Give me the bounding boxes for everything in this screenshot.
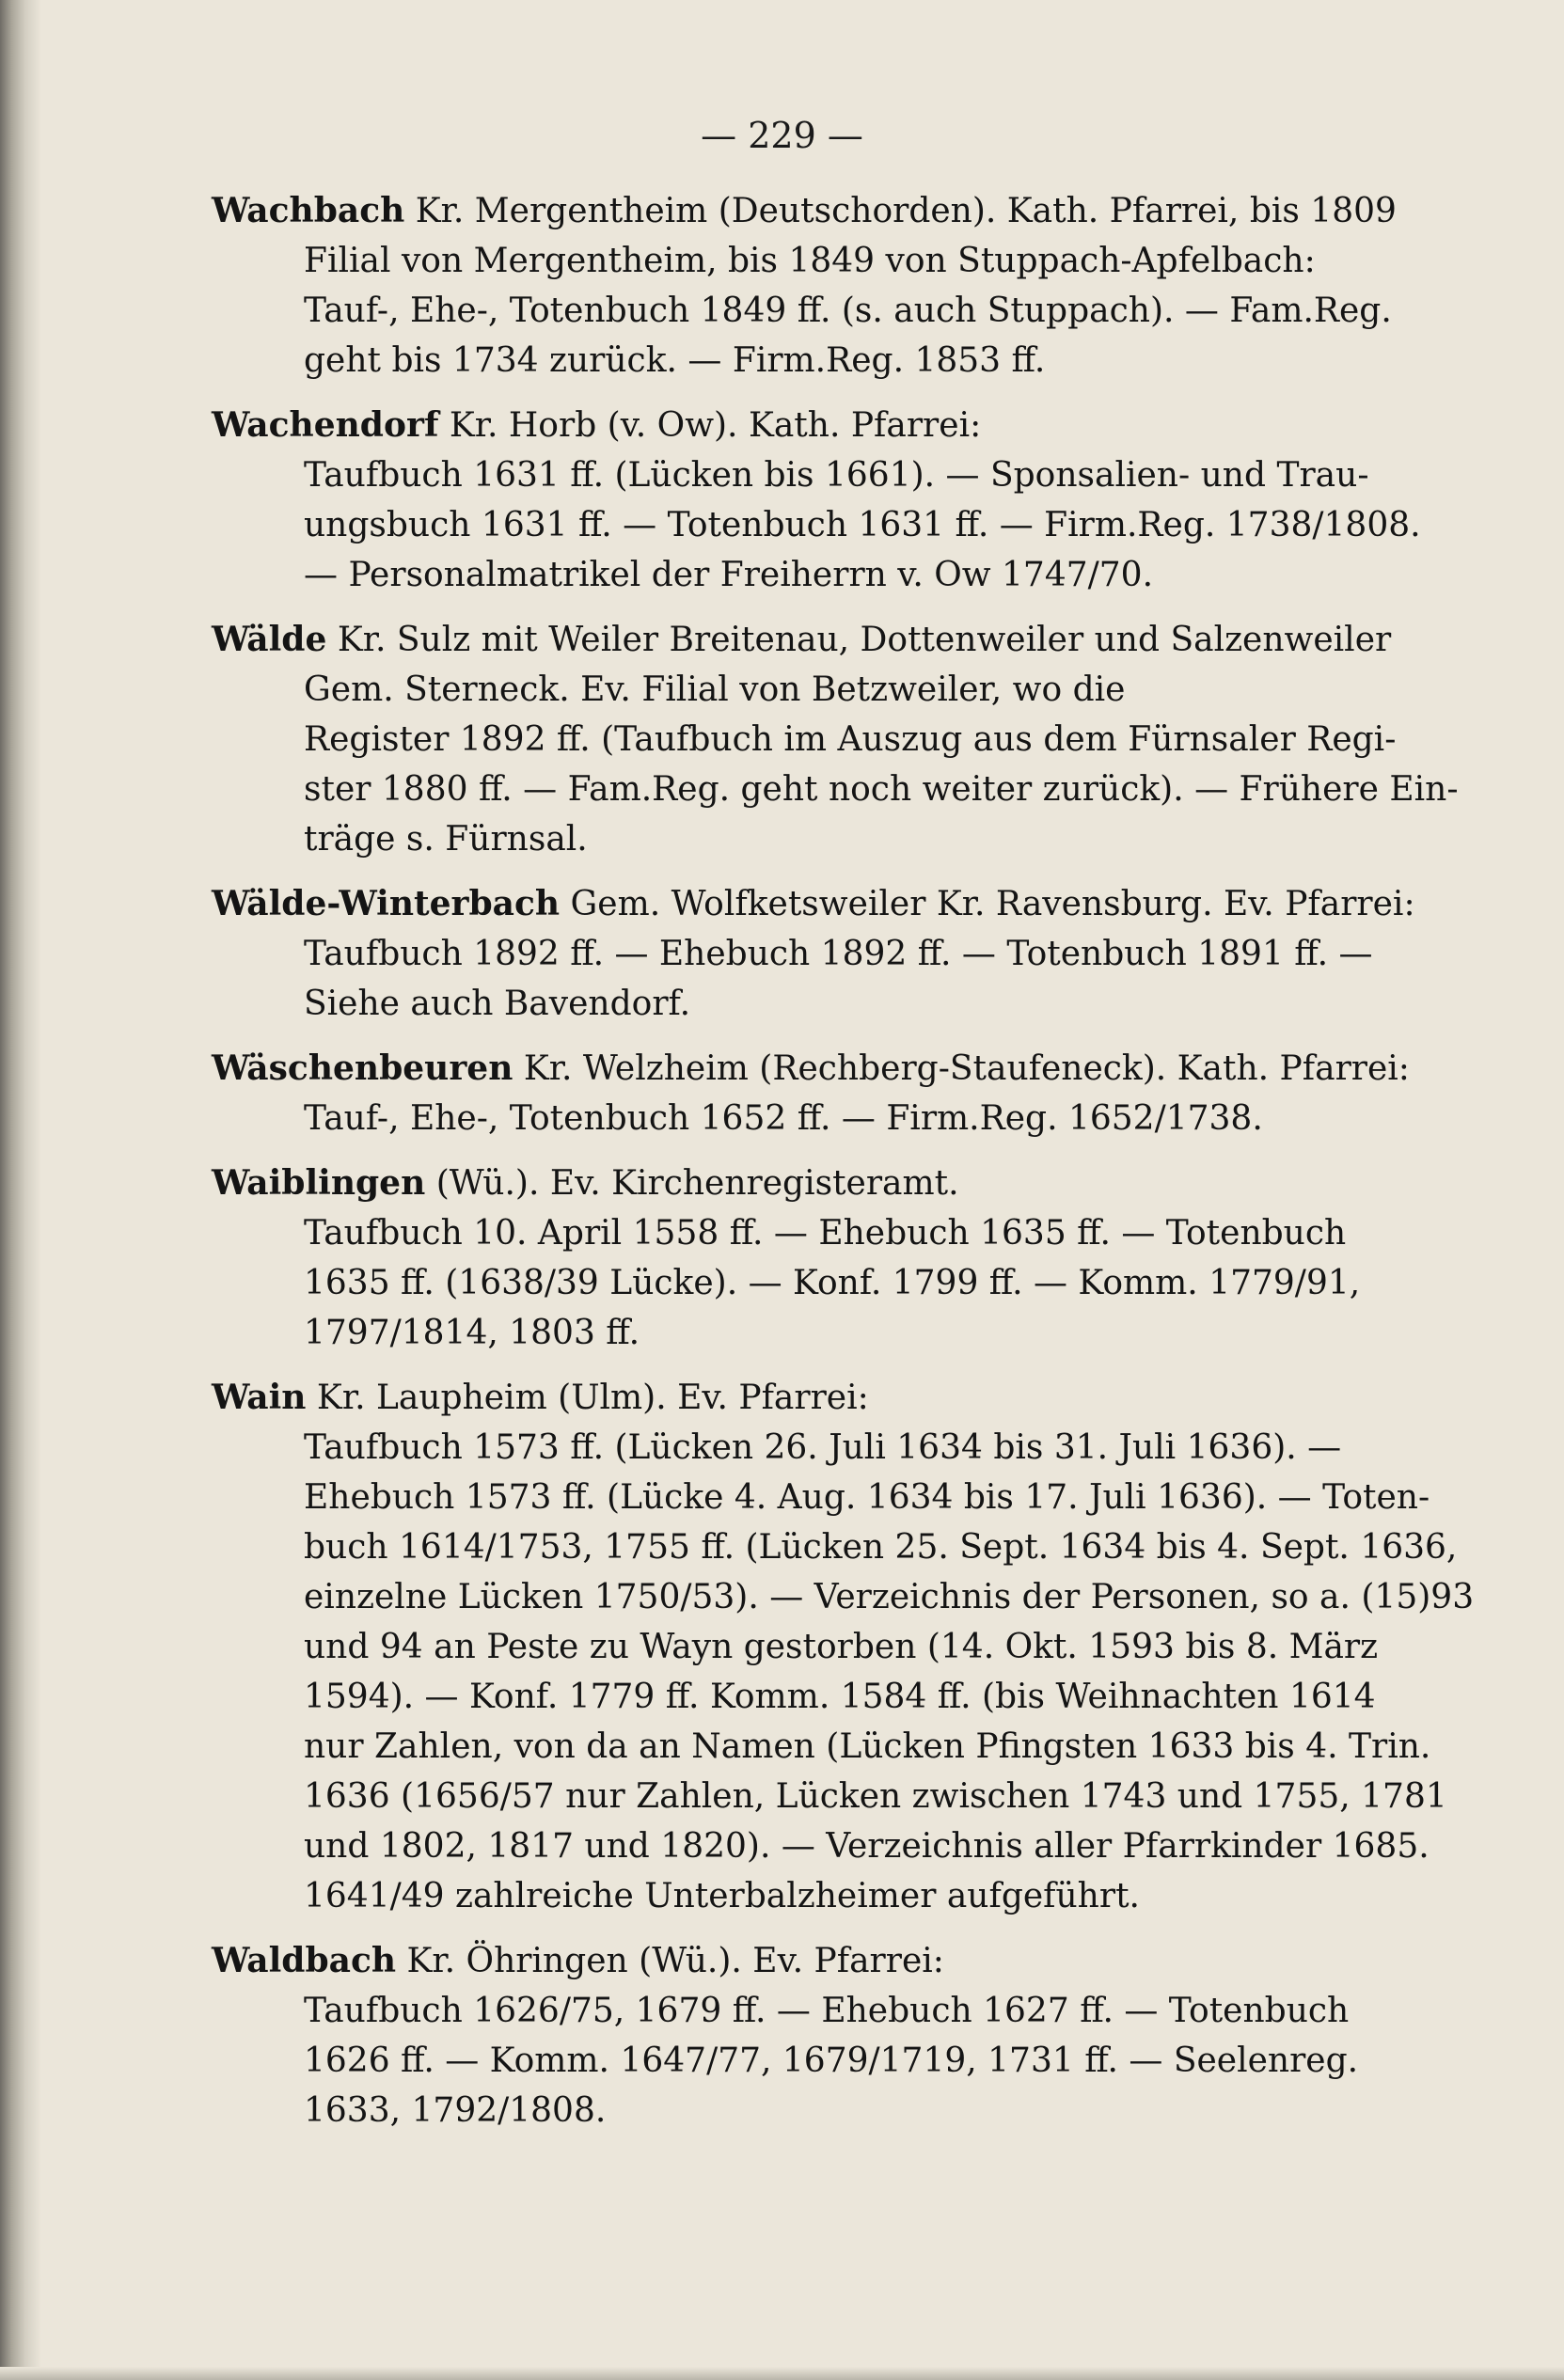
register-entry (212, 615, 1459, 864)
entry-place-name: Wälde-Winterbach (212, 884, 561, 923)
entry-line: Tauf-, Ehe-, Totenbuch 1849 ff. (s. auch Stuppach). — Fam.Reg. (304, 292, 1392, 330)
entry-body (212, 929, 1425, 1029)
register-entries (212, 186, 1475, 2151)
register-entry (212, 1044, 1425, 1143)
entry-line: nur Zahlen, von da an Namen (Lücken Pfingsten 1633 bis 4. Trin. (304, 1727, 1431, 1766)
entry-line: 1594). — Konf. 1779 ff. Komm. 1584 ff. (bis Weihnachten 1614 (304, 1678, 1376, 1716)
entry-heading (212, 401, 1425, 450)
entry-line: 1797/1814, 1803 ff. (304, 1314, 640, 1352)
entry-heading (212, 1373, 1425, 1423)
entry-heading-text: (Wü.). Ev. Kirchenregisteramt. (425, 1164, 959, 1203)
entry-place-name: Waiblingen (212, 1163, 426, 1203)
entry-place-name: Wälde (212, 620, 327, 659)
page-bottom-edge (0, 2367, 1564, 2380)
entry-line: und 1802, 1817 und 1820). — Verzeichnis aller Pfarrkinder 1685. (304, 1827, 1430, 1866)
entry-heading (212, 1158, 1425, 1208)
entry-line: 1635 ff. (1638/39 Lücke). — Konf. 1799 ff. — Komm. 1779/91, (304, 1264, 1361, 1302)
register-entry (212, 186, 1425, 386)
entry-line: buch 1614/1753, 1755 ff. (Lücken 25. Sept. 1634 bis 4. Sept. 1636, (304, 1528, 1458, 1567)
entry-line: Taufbuch 10. April 1558 ff. — Ehebuch 1635 ff. — Totenbuch (304, 1214, 1347, 1253)
entry-body (212, 236, 1425, 386)
entry-heading-text: Kr. Welzheim (Rechberg-Staufeneck). Kath. Pfarrei: (513, 1049, 1410, 1088)
entry-body (212, 1986, 1425, 2136)
entry-body (212, 1423, 1475, 1921)
entry-line: träge s. Fürnsal. (304, 820, 588, 859)
entry-line: 1626 ff. — Komm. 1647/77, 1679/1719, 1731 ff. — Seelenreg. (304, 2041, 1359, 2080)
entry-heading-text: Gem. Wolfketsweiler Kr. Ravensburg. Ev. Pfarrei: (560, 885, 1415, 923)
entry-line: Filial von Mergentheim, bis 1849 von Stuppach-Apfelbach: (304, 242, 1316, 280)
entry-heading (212, 879, 1425, 929)
entry-line: und 94 an Peste zu Wayn gestorben (14. Okt. 1593 bis 8. März (304, 1628, 1379, 1666)
entry-line: Taufbuch 1892 ff. — Ehebuch 1892 ff. — Totenbuch 1891 ff. — (304, 935, 1373, 973)
register-entry (212, 1936, 1425, 2136)
entry-line: ungsbuch 1631 ff. — Totenbuch 1631 ff. — Firm.Reg. 1738/1808. (304, 506, 1421, 544)
entry-place-name: Wachendorf (212, 405, 439, 445)
entry-heading (212, 186, 1425, 236)
entry-heading (212, 615, 1425, 665)
entry-line: geht bis 1734 zurück. — Firm.Reg. 1853 ff. (304, 341, 1046, 380)
entry-heading-text: Kr. Horb (v. Ow). Kath. Pfarrei: (438, 406, 982, 445)
register-entry (212, 1373, 1475, 1921)
entry-body (212, 1208, 1425, 1358)
entry-heading (212, 1936, 1425, 1986)
entry-line: Taufbuch 1573 ff. (Lücken 26. Juli 1634 bis 31. Juli 1636). — (304, 1428, 1342, 1467)
entry-place-name: Wachbach (212, 191, 405, 230)
entry-heading-text: Kr. Sulz mit Weiler Breitenau, Dottenweiler und Salzenweiler (326, 621, 1392, 659)
entry-place-name: Waldbach (212, 1941, 397, 1980)
page-binding-edge (0, 0, 41, 2380)
entry-line: einzelne Lücken 1750/53). — Verzeichnis der Personen, so a. (15)93 (304, 1578, 1475, 1616)
register-entry (212, 401, 1425, 600)
entry-line: — Personalmatrikel der Freiherrn v. Ow 1747/70. (304, 556, 1154, 594)
entry-line: Register 1892 ff. (Taufbuch im Auszug aus dem Fürnsaler Regi- (304, 720, 1397, 759)
entry-place-name: Wäschenbeuren (212, 1048, 513, 1088)
entry-line: Tauf-, Ehe-, Totenbuch 1652 ff. — Firm.Reg. 1652/1738. (304, 1099, 1263, 1138)
entry-line: Gem. Sterneck. Ev. Filial von Betzweiler, wo die (304, 670, 1126, 709)
page-number: — 229 — (701, 115, 863, 156)
register-entry (212, 1158, 1425, 1358)
entry-line: 1636 (1656/57 nur Zahlen, Lücken zwischen 1743 und 1755, 1781 (304, 1777, 1447, 1816)
entry-line: Taufbuch 1631 ff. (Lücken bis 1661). — Sponsalien- und Trau- (304, 456, 1369, 495)
entry-heading-text: Kr. Laupheim (Ulm). Ev. Pfarrei: (306, 1379, 869, 1417)
entry-line: Taufbuch 1626/75, 1679 ff. — Ehebuch 1627 ff. — Totenbuch (304, 1992, 1350, 2030)
entry-line: Siehe auch Bavendorf. (304, 985, 691, 1023)
register-entry (212, 879, 1425, 1029)
entry-body (212, 450, 1425, 600)
entry-body (212, 665, 1459, 864)
entry-heading-text: Kr. Mergentheim (Deutschorden). Kath. Pfarrei, bis 1809 (404, 192, 1397, 230)
entry-line: 1633, 1792/1808. (304, 2091, 607, 2130)
entry-line: Ehebuch 1573 ff. (Lücke 4. Aug. 1634 bis 17. Juli 1636). — Toten- (304, 1478, 1430, 1517)
entry-heading (212, 1044, 1425, 1094)
entry-place-name: Wain (212, 1378, 307, 1417)
entry-line: 1641/49 zahlreiche Unterbalzheimer aufgeführt. (304, 1877, 1140, 1915)
entry-heading-text: Kr. Öhringen (Wü.). Ev. Pfarrei: (396, 1942, 944, 1980)
entry-body (212, 1094, 1425, 1143)
entry-line: ster 1880 ff. — Fam.Reg. geht noch weiter zurück). — Frühere Ein- (304, 770, 1459, 809)
